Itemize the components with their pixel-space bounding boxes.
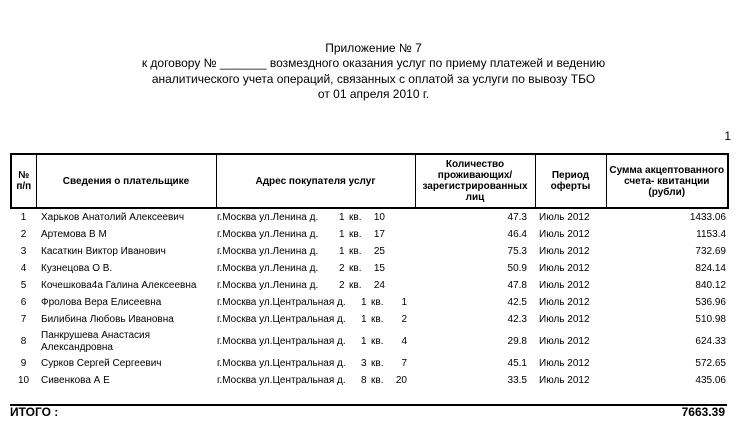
residents-count: 29.8 (507, 335, 527, 347)
row-number: 7 (20, 313, 27, 325)
address-street: г.Москва ул.Ленина д. (217, 228, 319, 240)
buyer-address (216, 328, 415, 355)
buyer-address (216, 294, 415, 311)
buyer-address (216, 372, 415, 389)
invoice-sum: 1433.06 (689, 211, 726, 223)
address-house: 2 (339, 279, 345, 291)
address-house: 1 (361, 335, 367, 347)
buyer-address (216, 277, 415, 294)
invoice-sum: 840.12 (695, 279, 726, 291)
row-number: 1 (20, 211, 27, 223)
total-divider (10, 404, 727, 406)
address-apt-label: кв. (371, 296, 384, 308)
address-apt-label: кв. (349, 211, 362, 223)
col-header-period: Период оферты (535, 154, 606, 208)
buyer-address (216, 243, 415, 260)
address-street: г.Москва ул.Центральная д. (217, 296, 346, 308)
address-apt-label: кв. (371, 313, 384, 325)
table-row (11, 294, 728, 311)
residents-count: 42.5 (507, 296, 527, 308)
invoice-sum: 1153.4 (696, 228, 726, 240)
col-header-payer: Сведения о плательщике (36, 154, 216, 208)
address-street: г.Москва ул.Ленина д. (217, 245, 319, 257)
address-apt-label: кв. (371, 357, 384, 369)
offer-period: Июль 2012 (539, 245, 590, 257)
table-row (11, 243, 728, 260)
invoice-sum: 624.33 (695, 335, 726, 347)
table-row (11, 226, 728, 243)
offer-period: Июль 2012 (539, 313, 590, 325)
col-header-quantity: Количество проживающих/зарегистрированных лиц (415, 154, 535, 208)
row-number: 10 (17, 374, 30, 386)
payments-table (10, 153, 729, 389)
invoice-sum: 536.96 (695, 296, 726, 308)
address-street: г.Москва ул.Центральная д. (217, 374, 346, 386)
col-header-sum: Сумма акцептованного счета- квитанции (рубли) (606, 154, 728, 208)
page-number: 1 (724, 129, 731, 143)
payer-name: Кузнецова О В. (41, 262, 113, 274)
offer-period: Июль 2012 (539, 296, 590, 308)
address-street: г.Москва ул.Центральная д. (217, 313, 346, 325)
residents-count: 50.9 (507, 262, 527, 274)
address-apartment: 25 (373, 245, 385, 257)
payer-name: Сурков Сергей Сергеевич (41, 357, 162, 369)
header-line-contract: к договору № _______ возмездного оказания услуг по приему платежей и ведению (141, 56, 606, 71)
table-row (11, 355, 728, 372)
row-number: 3 (20, 245, 27, 257)
residents-count: 46.4 (507, 228, 527, 240)
payer-name: Касаткин Виктор Иванович (41, 245, 166, 257)
row-number: 9 (20, 357, 27, 369)
offer-period: Июль 2012 (539, 357, 590, 369)
address-house: 1 (339, 211, 345, 223)
address-street: г.Москва ул.Ленина д. (217, 211, 319, 223)
payer-name: Билибина Любовь Ивановна (41, 313, 174, 325)
buyer-address (216, 260, 415, 277)
buyer-address (216, 208, 415, 226)
address-apartment: 15 (373, 262, 385, 274)
invoice-sum: 510.98 (695, 313, 726, 325)
table-row (11, 311, 728, 328)
payer-name: Кочешкова4а Галина Алексеевна (41, 279, 197, 291)
address-house: 1 (361, 313, 367, 325)
table-row (11, 208, 728, 226)
address-street: г.Москва ул.Ленина д. (217, 262, 319, 274)
offer-period: Июль 2012 (539, 374, 590, 386)
total-label: ИТОГО : (10, 405, 59, 419)
residents-count: 75.3 (507, 245, 527, 257)
offer-period: Июль 2012 (539, 228, 590, 240)
table-header-row (11, 154, 728, 208)
invoice-sum: 732.69 (695, 245, 726, 257)
address-apartment: 20 (395, 374, 407, 386)
payer-name: Сивенкова А Е (41, 374, 110, 386)
address-apt-label: кв. (371, 335, 384, 347)
payer-name: Панкрушева Анастасия Александровна (41, 329, 151, 353)
offer-period: Июль 2012 (539, 262, 590, 274)
address-street: г.Москва ул.Ленина д. (217, 279, 319, 291)
buyer-address (216, 355, 415, 372)
address-house: 1 (339, 228, 345, 240)
row-number: 4 (20, 262, 27, 274)
header-line-accounting: аналитического учета операций, связанных с оплатой за услуги по вывозу ТБО (151, 71, 596, 86)
address-house: 1 (339, 245, 345, 257)
address-apartment: 2 (401, 313, 407, 325)
address-street: г.Москва ул.Центральная д. (217, 357, 346, 369)
row-number: 8 (20, 335, 27, 347)
appendix-title: Приложение № 7 (325, 41, 422, 55)
header-line-date: от 01 апреля 2010 г. (317, 86, 430, 101)
invoice-sum: 824.14 (695, 262, 726, 274)
residents-count: 47.3 (507, 211, 527, 223)
row-number: 5 (20, 279, 27, 291)
row-number: 2 (20, 228, 27, 240)
address-apartment: 1 (401, 296, 407, 308)
residents-count: 42.3 (507, 313, 527, 325)
address-apt-label: кв. (349, 279, 362, 291)
col-header-num: № п/п (11, 154, 36, 208)
address-apartment: 4 (401, 335, 407, 347)
table-row (11, 277, 728, 294)
col-header-address: Адрес покупателя услуг (216, 154, 415, 208)
buyer-address (216, 311, 415, 328)
row-number: 6 (20, 296, 27, 308)
address-house: 1 (361, 296, 367, 308)
address-house: 2 (339, 262, 345, 274)
address-apt-label: кв. (349, 228, 362, 240)
table-row (11, 328, 728, 355)
table-row (11, 260, 728, 277)
address-apt-label: кв. (371, 374, 384, 386)
residents-count: 33.5 (507, 374, 527, 386)
address-apt-label: кв. (349, 245, 362, 257)
payer-name: Харьков Анатолий Алексеевич (41, 211, 185, 223)
offer-period: Июль 2012 (539, 335, 590, 347)
invoice-sum: 572.65 (695, 357, 726, 369)
buyer-address (216, 226, 415, 243)
address-apartment: 17 (373, 228, 385, 240)
address-apartment: 10 (373, 211, 385, 223)
offer-period: Июль 2012 (539, 279, 590, 291)
address-street: г.Москва ул.Центральная д. (217, 335, 346, 347)
address-apartment: 24 (373, 279, 385, 291)
document-header (0, 41, 747, 102)
table-row (11, 372, 728, 389)
address-apartment: 7 (401, 357, 407, 369)
invoice-sum: 435.06 (695, 374, 726, 386)
address-house: 3 (361, 357, 367, 369)
total-value: 7663.39 (681, 405, 725, 419)
offer-period: Июль 2012 (539, 211, 590, 223)
residents-count: 47.8 (507, 279, 527, 291)
payer-name: Артемова В М (41, 228, 107, 240)
residents-count: 45.1 (507, 357, 527, 369)
address-house: 8 (361, 374, 367, 386)
address-apt-label: кв. (349, 262, 362, 274)
payer-name: Фролова Вера Елисеевна (41, 296, 162, 308)
